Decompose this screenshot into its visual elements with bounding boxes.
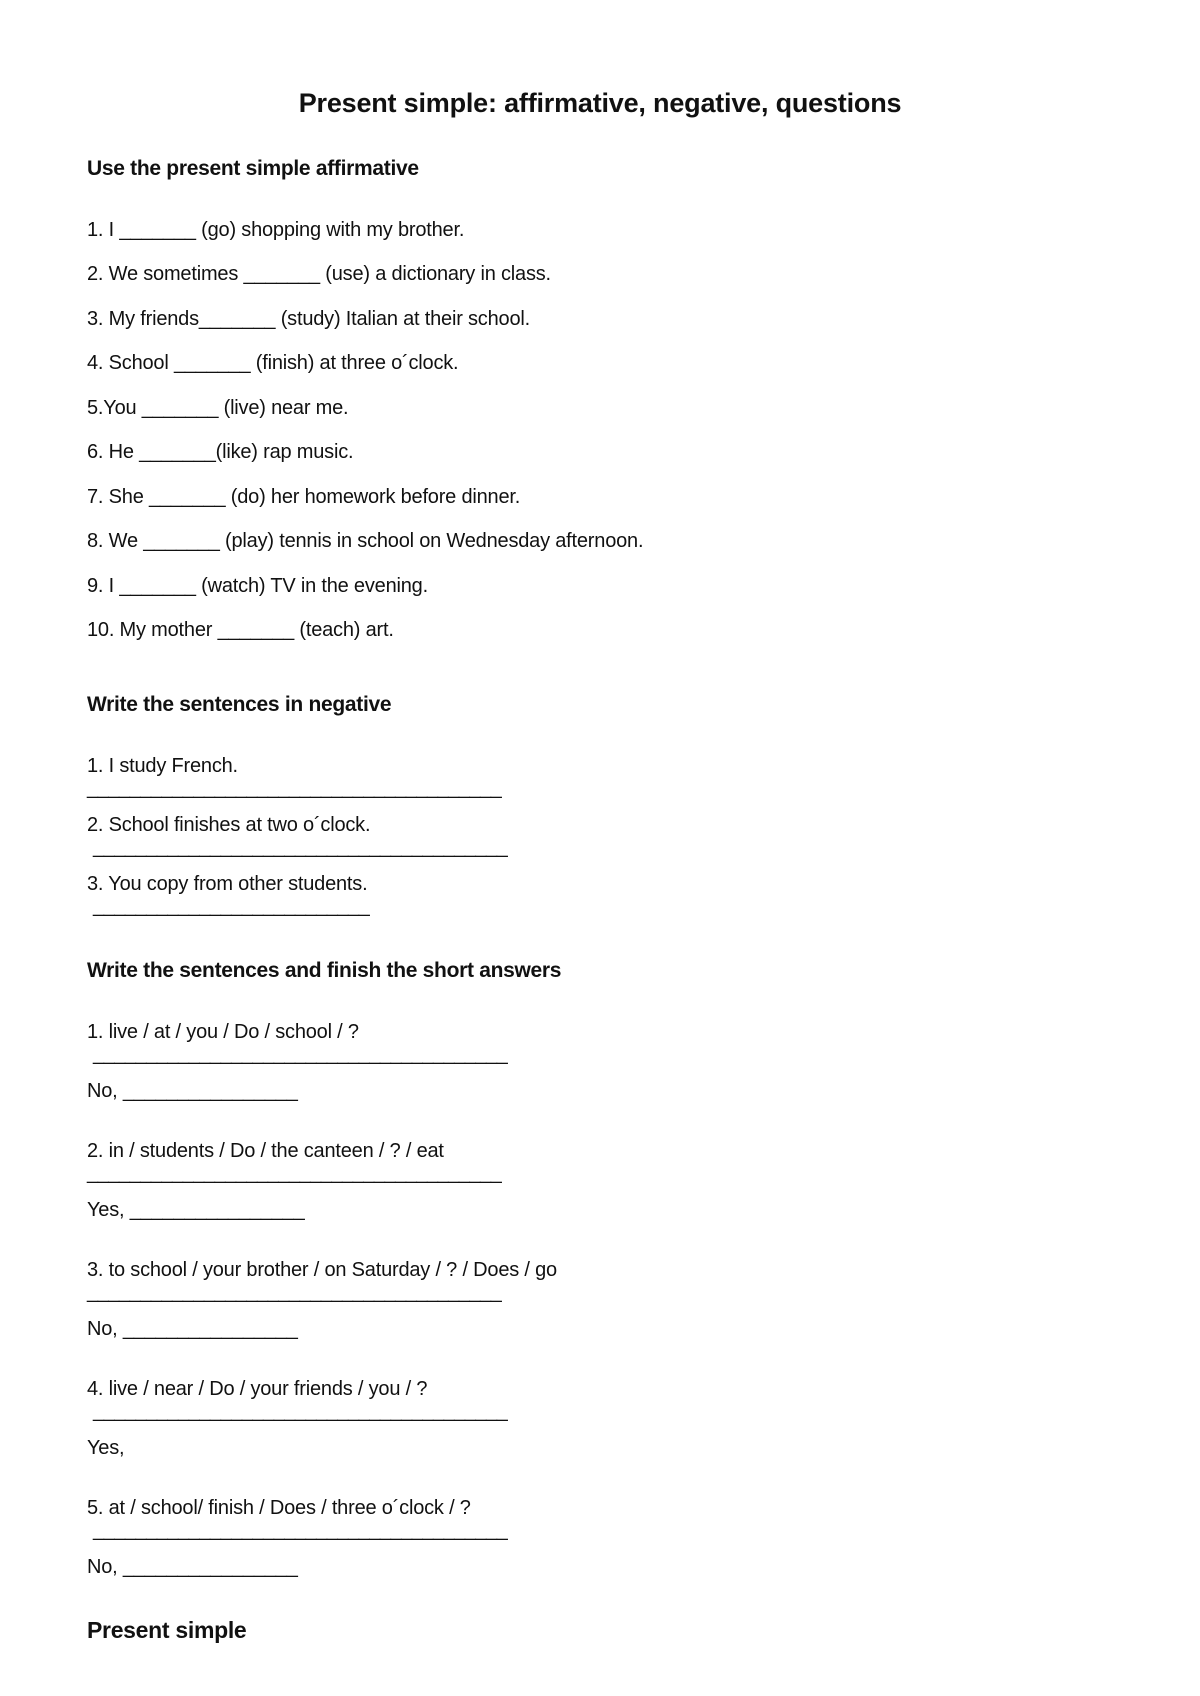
- question-answer-line-1: _______________________________________: [93, 1043, 508, 1065]
- negative-answer-line-1: _______________________________________: [87, 777, 502, 799]
- affirmative-item-4: 4. School _______ (finish) at three o´clock.: [87, 352, 459, 374]
- short-answer-4: Yes,: [87, 1437, 125, 1459]
- question-item-4: 4. live / near / Do / your friends / you / ?: [87, 1378, 428, 1400]
- page-title: Present simple: affirmative, negative, questions: [298, 88, 902, 118]
- affirmative-item-1: 1. I _______ (go) shopping with my brother.: [87, 219, 465, 241]
- section-questions-heading: Write the sentences and finish the short answers: [87, 959, 562, 982]
- affirmative-item-5: 5.You _______ (live) near me.: [87, 397, 349, 419]
- question-item-5: 5. at / school/ finish / Does / three o´clock / ?: [87, 1497, 471, 1519]
- question-item-2: 2. in / students / Do / the canteen / ? / eat: [87, 1140, 444, 1162]
- affirmative-item-10: 10. My mother _______ (teach) art.: [87, 619, 394, 641]
- affirmative-item-2: 2. We sometimes _______ (use) a dictionary in class.: [87, 263, 551, 285]
- section-negative-heading: Write the sentences in negative: [87, 693, 392, 716]
- question-answer-line-3: _______________________________________: [87, 1281, 502, 1303]
- question-answer-line-4: _______________________________________: [93, 1400, 508, 1422]
- negative-item-2: 2. School finishes at two o´clock.: [87, 814, 371, 836]
- question-answer-line-2: _______________________________________: [87, 1162, 502, 1184]
- question-answer-line-5: _______________________________________: [93, 1519, 508, 1541]
- short-answer-2: Yes, ________________: [87, 1199, 305, 1221]
- short-answer-3: No, ________________: [87, 1318, 298, 1340]
- affirmative-item-7: 7. She _______ (do) her homework before dinner.: [87, 486, 521, 508]
- negative-item-1: 1. I study French.: [87, 755, 238, 777]
- negative-item-3: 3. You copy from other students.: [87, 873, 368, 895]
- affirmative-item-3: 3. My friends_______ (study) Italian at their school.: [87, 308, 530, 330]
- negative-answer-line-3: __________________________: [93, 895, 370, 917]
- affirmative-item-9: 9. I _______ (watch) TV in the evening.: [87, 575, 428, 597]
- short-answer-1: No, ________________: [87, 1080, 298, 1102]
- question-item-1: 1. live / at / you / Do / school / ?: [87, 1021, 359, 1043]
- section-affirmative-heading: Use the present simple affirmative: [87, 157, 419, 180]
- negative-answer-line-2: _______________________________________: [93, 836, 508, 858]
- question-item-3: 3. to school / your brother / on Saturday / ? / Does / go: [87, 1259, 557, 1281]
- affirmative-item-6: 6. He _______(like) rap music.: [87, 441, 354, 463]
- short-answer-5: No, ________________: [87, 1556, 298, 1578]
- section-present-simple-heading: Present simple: [87, 1617, 247, 1643]
- affirmative-item-8: 8. We _______ (play) tennis in school on Wednesday afternoon.: [87, 530, 644, 552]
